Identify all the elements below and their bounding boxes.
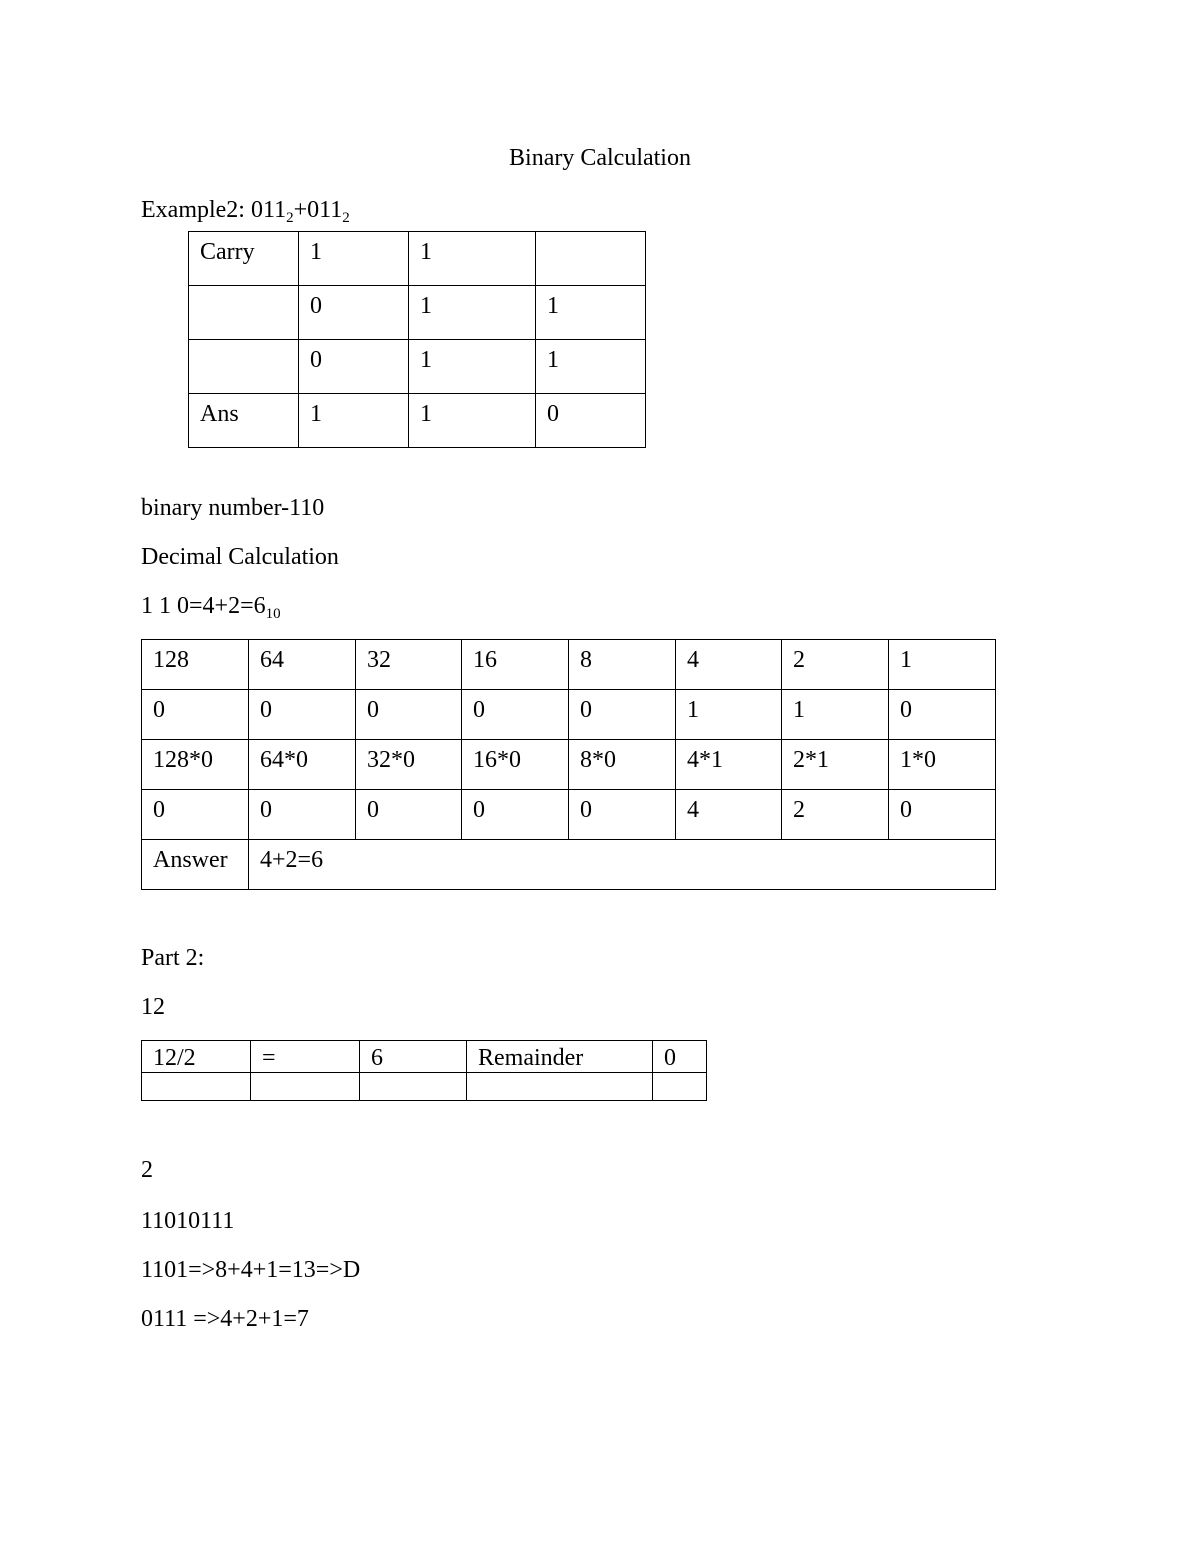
example-base-2: 2 <box>342 210 350 226</box>
table-cell: 128*0 <box>142 740 249 790</box>
table-cell: 2 <box>782 640 889 690</box>
table-cell: 0 <box>142 790 249 840</box>
division-table <box>141 1040 707 1101</box>
table-cell: 0 <box>462 790 569 840</box>
decimal-result-line <box>141 593 281 622</box>
page-title: Binary Calculation <box>509 145 691 171</box>
table-cell <box>653 1073 707 1101</box>
example-line <box>141 197 350 226</box>
table-row <box>142 790 996 840</box>
table-row <box>142 640 996 690</box>
table-cell <box>251 1073 360 1101</box>
table-cell: 0 <box>299 286 409 340</box>
table-cell: 0 <box>142 690 249 740</box>
table-cell: 6 <box>360 1041 467 1073</box>
table-cell: 2 <box>782 790 889 840</box>
answer-row <box>142 840 996 890</box>
table-cell: 0 <box>299 340 409 394</box>
table-cell: 4 <box>676 640 782 690</box>
binary-addition-table <box>188 231 646 448</box>
part2-number: 12 <box>141 994 165 1020</box>
table-cell: Ans <box>189 394 299 448</box>
table-row <box>142 1073 707 1101</box>
binary-number-line: binary number-110 <box>141 495 325 521</box>
table-cell: 128 <box>142 640 249 690</box>
table-cell: 16*0 <box>462 740 569 790</box>
example-plus: + <box>293 197 308 223</box>
table-cell: 0 <box>653 1041 707 1073</box>
table-row <box>189 286 646 340</box>
table-cell: 1 <box>409 340 536 394</box>
table-row <box>189 232 646 286</box>
decimal-result-expr: 1 1 0=4+2=6 <box>141 593 266 619</box>
table-cell: 32 <box>356 640 462 690</box>
table-cell: 12/2 <box>142 1041 251 1073</box>
hex-conversion-line-2: 0111 =>4+2+1=7 <box>141 1306 309 1332</box>
table-row <box>142 1041 707 1073</box>
table-cell: 32*0 <box>356 740 462 790</box>
table-cell: 1 <box>782 690 889 740</box>
table-cell <box>360 1073 467 1101</box>
table-cell: 0 <box>356 790 462 840</box>
table-cell: 2*1 <box>782 740 889 790</box>
table-row <box>142 740 996 790</box>
table-cell: 1 <box>889 640 996 690</box>
table-cell: 4*1 <box>676 740 782 790</box>
table-row <box>189 394 646 448</box>
example-label: Example2: <box>141 197 251 223</box>
example-base-1: 2 <box>286 210 294 226</box>
table-cell: Remainder <box>467 1041 653 1073</box>
table-cell: 64 <box>249 640 356 690</box>
table-cell <box>536 232 646 286</box>
table-cell: 8 <box>569 640 676 690</box>
decimal-heading: Decimal Calculation <box>141 544 339 570</box>
table-cell: 1 <box>676 690 782 740</box>
answer-label: Answer <box>142 840 249 890</box>
table-cell: 0 <box>249 790 356 840</box>
table-cell: 64*0 <box>249 740 356 790</box>
hex-conversion-line-1: 1101=>8+4+1=13=>D <box>141 1257 361 1283</box>
table-cell: Carry <box>189 232 299 286</box>
table-cell: 1 <box>299 394 409 448</box>
text-line-2: 2 <box>141 1157 153 1183</box>
table-cell: 0 <box>249 690 356 740</box>
table-cell: 1 <box>409 394 536 448</box>
place-value-table <box>141 639 996 890</box>
table-cell: 1*0 <box>889 740 996 790</box>
binary-bits-line: 11010111 <box>141 1208 235 1234</box>
table-cell: 0 <box>569 790 676 840</box>
table-cell: 0 <box>889 790 996 840</box>
table-cell <box>467 1073 653 1101</box>
table-cell: 1 <box>536 340 646 394</box>
table-cell: 1 <box>299 232 409 286</box>
table-cell: 1 <box>409 232 536 286</box>
table-cell <box>189 286 299 340</box>
table-cell: 0 <box>356 690 462 740</box>
table-cell: 1 <box>409 286 536 340</box>
decimal-result-base: 10 <box>265 606 281 622</box>
table-cell <box>142 1073 251 1101</box>
table-cell: 0 <box>569 690 676 740</box>
example-operand-1: 011 <box>250 197 287 223</box>
table-cell: 8*0 <box>569 740 676 790</box>
table-cell: 16 <box>462 640 569 690</box>
table-cell: = <box>251 1041 360 1073</box>
table-cell: 0 <box>536 394 646 448</box>
table-cell <box>189 340 299 394</box>
table-cell: 0 <box>889 690 996 740</box>
table-row <box>189 340 646 394</box>
example-operand-2: 011 <box>307 197 343 223</box>
table-cell: 4 <box>676 790 782 840</box>
table-cell: 1 <box>536 286 646 340</box>
answer-value: 4+2=6 <box>249 840 996 890</box>
part2-heading: Part 2: <box>141 945 205 971</box>
table-cell: 0 <box>462 690 569 740</box>
table-row <box>142 690 996 740</box>
